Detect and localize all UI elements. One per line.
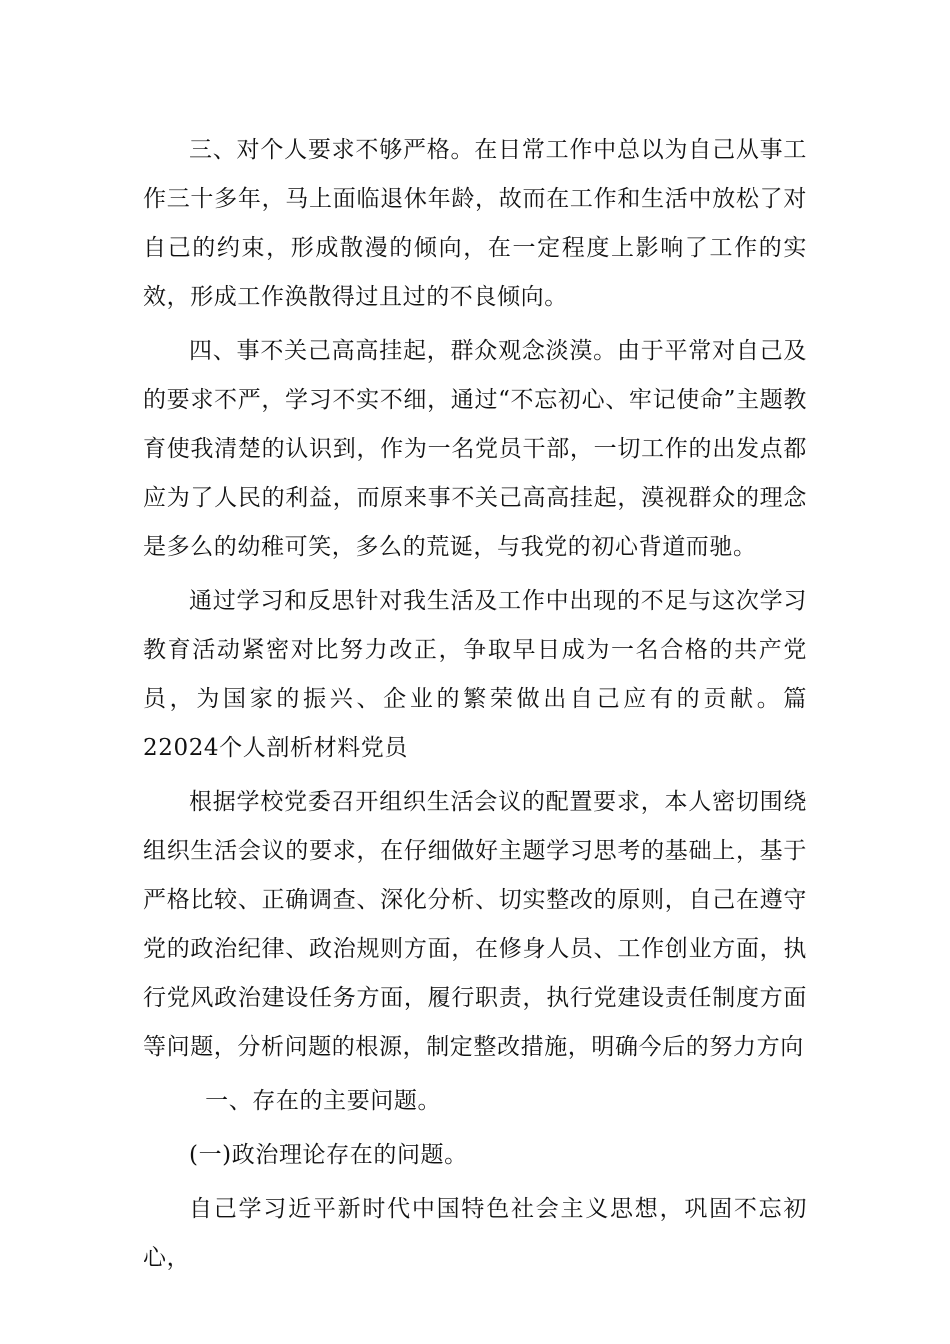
paragraph-point-three: 三、对个人要求不够严格。在日常工作中总以为自己从事工作三十多年，马上面临退休年龄，故而在工作和生活中放松了对自己的约束，形成散漫的倾向，在一定程度上影响了工作的实效，形成工作涣散得过且过的不良倾向。 [143, 137, 807, 310]
paragraph-political-theory-start: 自己学习近平新时代中国特色社会主义思想，巩固不忘初心， [143, 1196, 807, 1271]
subsection-heading-political-theory: (一)政治理论存在的问题。 [189, 1142, 468, 1168]
paragraph-point-four: 四、事不关己高高挂起，群众观念淡漠。由于平常对自己及的要求不严，学习不实不细，通过“不忘初心、牢记使命”主题教育使我清楚的认识到，作为一名党员干部，一切工作的出发点都应为了人民的利益，而原来事不关己高高挂起，漠视群众的理念是多么的幼稚可笑，多么的荒诞，与我党的初心背道而驰。 [143, 338, 807, 560]
paragraph-conclusion: 通过学习和反思针对我生活及工作中出现的不足与这次学习教育活动紧密对比努力改正，争取早日成为一名合格的共产党员，为国家的振兴、企业的繁荣做出自己应有的贡献。篇22024个人剖析材料党员 [143, 588, 807, 761]
paragraph-introduction: 根据学校党委召开组织生活会议的配置要求，本人密切围绕组织生活会议的要求，在仔细做好主题学习思考的基础上，基于严格比较、正确调查、深化分析、切实整改的原则，自己在遵守党的政治纪律、政治规则方面，在修身人员、工作创业方面，执行党风政治建设任务方面，履行职责，执行党建设责任制度方面等问题，分析问题的根源，制定整改措施，明确今后的努力方向 [143, 789, 807, 1060]
section-heading-main-problems: 一、存在的主要问题。 [205, 1088, 442, 1114]
document-body [143, 126, 807, 1283]
